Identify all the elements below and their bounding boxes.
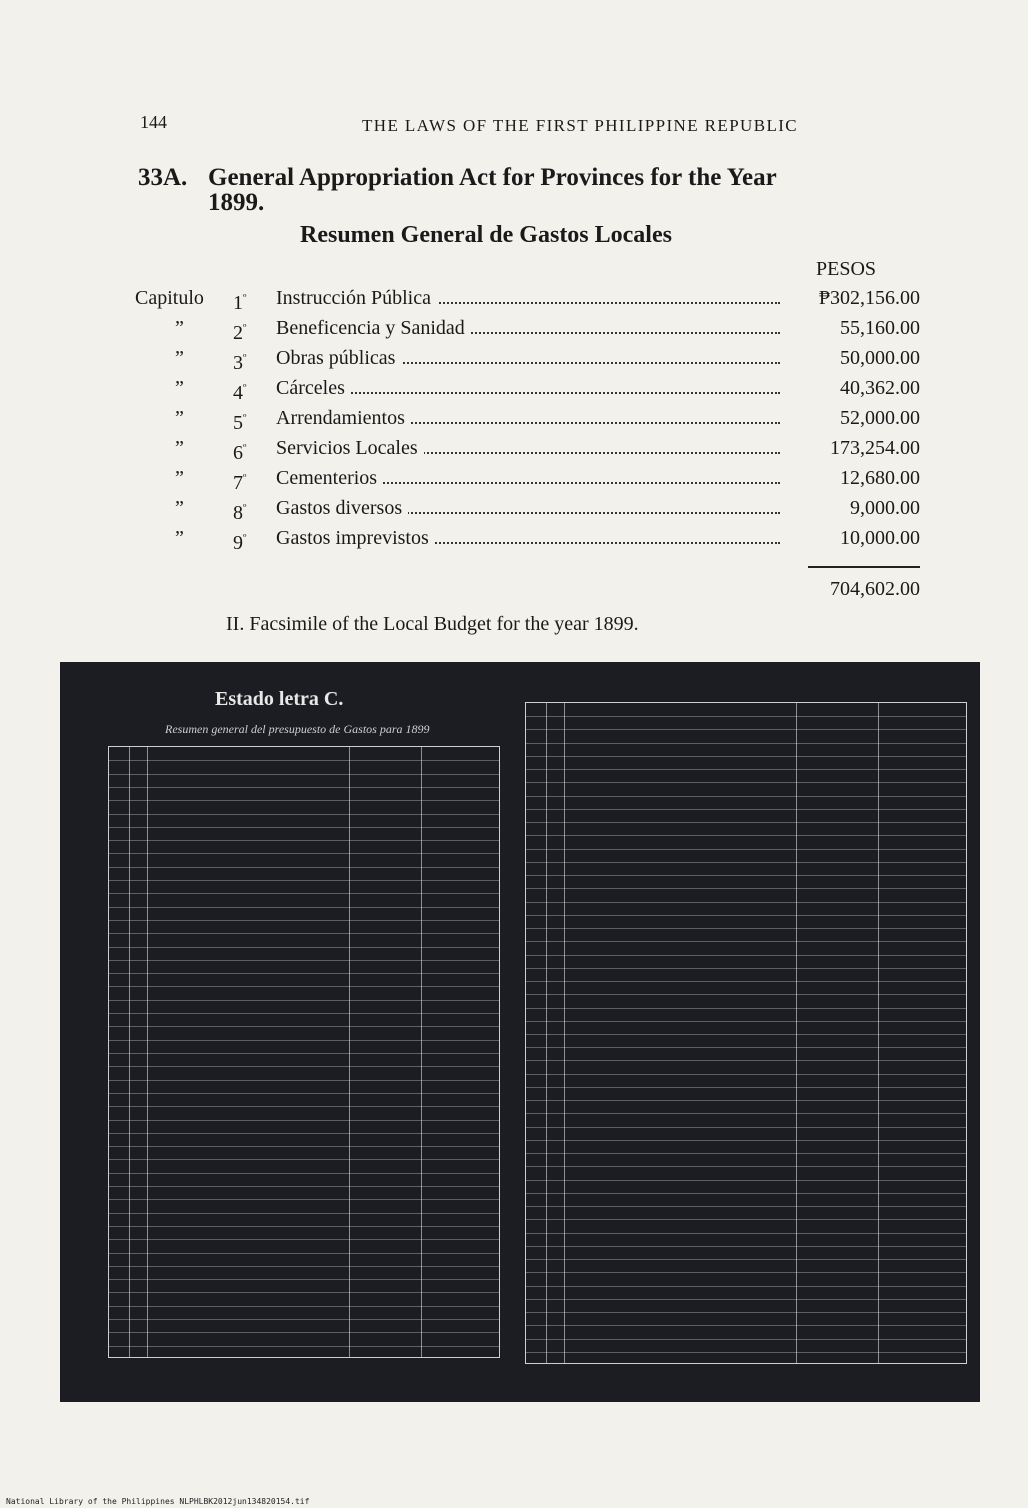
chapter-amount: 9,000.00 bbox=[850, 497, 920, 519]
ditto-mark: ” bbox=[175, 437, 184, 459]
ditto-mark: ” bbox=[175, 377, 184, 399]
ledger-rule bbox=[526, 1286, 966, 1287]
ledger-rule bbox=[109, 907, 499, 908]
chapter-amount: 10,000.00 bbox=[840, 527, 920, 549]
summary-title: Resumen General de Gastos Locales bbox=[300, 222, 672, 248]
ledger-rule bbox=[526, 782, 966, 783]
chapter-number: $3^º$ bbox=[233, 352, 247, 374]
ditto-mark: ” bbox=[175, 497, 184, 519]
ledger-rule bbox=[526, 1127, 966, 1128]
ledger-rule bbox=[109, 1133, 499, 1134]
chapter-amount: 12,680.00 bbox=[840, 467, 920, 489]
ledger-rule bbox=[526, 1166, 966, 1167]
total-rule bbox=[808, 566, 920, 568]
ledger-rule bbox=[109, 1199, 499, 1200]
ledger-rule bbox=[109, 880, 499, 881]
ledger-rule bbox=[109, 1292, 499, 1293]
ditto-mark: ” bbox=[175, 317, 184, 339]
ledger-column-rule bbox=[564, 703, 565, 1363]
ledger-rule bbox=[109, 1319, 499, 1320]
ledger-column-rule bbox=[129, 747, 130, 1357]
ledger-left bbox=[108, 746, 500, 1358]
ledger-rule bbox=[526, 849, 966, 850]
ledger-rule bbox=[109, 1213, 499, 1214]
facsimile-caption: II. Facsimile of the Local Budget for the year 1899. bbox=[226, 613, 639, 635]
ledger-rule bbox=[526, 1299, 966, 1300]
ledger-rule bbox=[109, 1159, 499, 1160]
ledger-rule bbox=[109, 986, 499, 987]
chapter-name: Arrendamientos bbox=[276, 403, 780, 433]
budget-row bbox=[135, 283, 920, 313]
ledger-rule bbox=[109, 1226, 499, 1227]
ledger-rule bbox=[526, 769, 966, 770]
ledger-rule bbox=[526, 1325, 966, 1326]
budget-row bbox=[135, 433, 920, 463]
ledger-rule bbox=[526, 1100, 966, 1101]
budget-row bbox=[135, 403, 920, 433]
ledger-rule bbox=[526, 915, 966, 916]
chapter-amount: 40,362.00 bbox=[840, 377, 920, 399]
running-head: THE LAWS OF THE FIRST PHILIPPINE REPUBLIC bbox=[362, 116, 799, 135]
ledger-rule bbox=[109, 1000, 499, 1001]
chapter-name: Instrucción Pública bbox=[276, 283, 780, 313]
chapter-number: $8^º$ bbox=[233, 502, 247, 524]
ledger-column-rule bbox=[349, 747, 350, 1357]
currency-header: PESOS bbox=[816, 258, 877, 280]
ledger-rule bbox=[109, 1279, 499, 1280]
ledger-rule bbox=[526, 955, 966, 956]
ledger-rule bbox=[526, 902, 966, 903]
ledger-rule bbox=[526, 729, 966, 730]
chapter-number: $4^º$ bbox=[233, 382, 247, 404]
ledger-rule bbox=[109, 760, 499, 761]
ledger-rule bbox=[526, 1193, 966, 1194]
act-year: 1899. bbox=[208, 189, 265, 216]
chapter-name: Servicios Locales bbox=[276, 433, 780, 463]
ledger-rule bbox=[526, 1153, 966, 1154]
ledger-rule bbox=[109, 1120, 499, 1121]
ledger-rule bbox=[109, 787, 499, 788]
ledger-rule bbox=[109, 774, 499, 775]
ledger-rule bbox=[526, 743, 966, 744]
budget-row bbox=[135, 343, 920, 373]
ledger-rule bbox=[526, 1113, 966, 1114]
ledger-rule bbox=[109, 1186, 499, 1187]
ledger-rule bbox=[526, 981, 966, 982]
chapter-name: Beneficencia y Sanidad bbox=[276, 313, 780, 343]
ledger-rule bbox=[526, 1008, 966, 1009]
page-number: 144 bbox=[140, 112, 167, 132]
ledger-rule bbox=[109, 1080, 499, 1081]
chapter-name: Gastos imprevistos bbox=[276, 523, 780, 553]
chapter-number: $1^º$ bbox=[233, 292, 247, 314]
budget-row bbox=[135, 463, 920, 493]
ledger-rule bbox=[109, 1053, 499, 1054]
ledger-rule bbox=[109, 1173, 499, 1174]
ledger-rule bbox=[109, 1093, 499, 1094]
ledger-rule bbox=[109, 840, 499, 841]
ledger-rule bbox=[109, 960, 499, 961]
ledger-column-rule bbox=[878, 703, 879, 1363]
ledger-rule bbox=[526, 1140, 966, 1141]
ledger-rule bbox=[526, 875, 966, 876]
budget-table bbox=[135, 283, 920, 553]
ledger-rule bbox=[109, 920, 499, 921]
ledger-rule bbox=[526, 1272, 966, 1273]
ledger-rule bbox=[526, 1087, 966, 1088]
scan-title: Estado letra C. bbox=[215, 688, 344, 710]
ledger-rule bbox=[526, 1180, 966, 1181]
footer-text: National Library of the Philippines NLPHLBK2012jun134820154.tif bbox=[6, 1497, 310, 1506]
ledger-rule bbox=[526, 1060, 966, 1061]
ledger-rule bbox=[109, 1013, 499, 1014]
chapter-amount: ₱302,156.00 bbox=[818, 287, 920, 309]
ledger-rule bbox=[526, 1047, 966, 1048]
chapter-number: $2^º$ bbox=[233, 322, 247, 344]
ledger-rule bbox=[526, 1246, 966, 1247]
budget-row bbox=[135, 523, 920, 553]
chapter-name: Cementerios bbox=[276, 463, 780, 493]
ledger-rule bbox=[109, 853, 499, 854]
ledger-rule bbox=[109, 1026, 499, 1027]
ledger-rule bbox=[526, 1233, 966, 1234]
ledger-rule bbox=[109, 1346, 499, 1347]
ledger-rule bbox=[526, 1206, 966, 1207]
chapter-number: $6^º$ bbox=[233, 442, 247, 464]
scan-subtitle: Resumen general del presupuesto de Gastos para 1899 bbox=[165, 722, 430, 736]
ditto-mark: ” bbox=[175, 347, 184, 369]
ledger-rule bbox=[526, 822, 966, 823]
ledger-rule bbox=[526, 888, 966, 889]
chapter-amount: 173,254.00 bbox=[830, 437, 920, 459]
ledger-rule bbox=[109, 1253, 499, 1254]
ledger-right bbox=[525, 702, 967, 1364]
budget-row bbox=[135, 493, 920, 523]
ledger-rule bbox=[109, 1332, 499, 1333]
chapter-name: Cárceles bbox=[276, 373, 780, 403]
chapter-name: Gastos diversos bbox=[276, 493, 780, 523]
ledger-rule bbox=[526, 994, 966, 995]
chapter-name: Obras públicas bbox=[276, 343, 780, 373]
ledger-rule bbox=[109, 1040, 499, 1041]
ledger-rule bbox=[109, 867, 499, 868]
ledger-rule bbox=[526, 1259, 966, 1260]
ledger-rule bbox=[109, 1106, 499, 1107]
ledger-rule bbox=[526, 756, 966, 757]
act-title-text: General Appropriation Act for Provinces for the Year bbox=[208, 164, 777, 191]
ledger-column-rule bbox=[421, 747, 422, 1357]
ledger-rule bbox=[109, 947, 499, 948]
ledger-rule bbox=[109, 1066, 499, 1067]
ledger-rule bbox=[526, 1339, 966, 1340]
chapter-number: $9^º$ bbox=[233, 532, 247, 554]
ledger-rule bbox=[526, 716, 966, 717]
ledger-rule bbox=[109, 814, 499, 815]
ledger-rule bbox=[526, 1219, 966, 1220]
chapter-amount: 50,000.00 bbox=[840, 347, 920, 369]
budget-row bbox=[135, 313, 920, 343]
ledger-column-rule bbox=[796, 703, 797, 1363]
act-title bbox=[138, 165, 928, 215]
ledger-rule bbox=[109, 1146, 499, 1147]
chapter-label: Capitulo bbox=[135, 287, 204, 309]
ledger-rule bbox=[109, 1266, 499, 1267]
ledger-rule bbox=[109, 973, 499, 974]
facsimile-scan-image bbox=[60, 662, 980, 1402]
ledger-column-rule bbox=[546, 703, 547, 1363]
ledger-rule bbox=[109, 827, 499, 828]
ledger-rule bbox=[109, 1239, 499, 1240]
chapter-number: $5^º$ bbox=[233, 412, 247, 434]
ledger-rule bbox=[526, 835, 966, 836]
ditto-mark: ” bbox=[175, 407, 184, 429]
chapter-amount: 55,160.00 bbox=[840, 317, 920, 339]
ledger-rule bbox=[109, 800, 499, 801]
ledger-rule bbox=[109, 1306, 499, 1307]
ledger-rule bbox=[526, 1021, 966, 1022]
total-amount: 704,602.00 bbox=[830, 578, 920, 600]
ledger-rule bbox=[526, 928, 966, 929]
chapter-amount: 52,000.00 bbox=[840, 407, 920, 429]
ledger-rule bbox=[526, 862, 966, 863]
ditto-mark: ” bbox=[175, 527, 184, 549]
ledger-rule bbox=[526, 809, 966, 810]
ledger-rule bbox=[526, 968, 966, 969]
ledger-rule bbox=[526, 1352, 966, 1353]
act-number: 33A. bbox=[138, 164, 188, 191]
ledger-column-rule bbox=[147, 747, 148, 1357]
ledger-rule bbox=[526, 1034, 966, 1035]
ledger-rule bbox=[526, 1074, 966, 1075]
ledger-rule bbox=[526, 941, 966, 942]
ledger-rule bbox=[526, 796, 966, 797]
ditto-mark: ” bbox=[175, 467, 184, 489]
ledger-rule bbox=[109, 893, 499, 894]
ledger-rule bbox=[109, 933, 499, 934]
chapter-number: $7^º$ bbox=[233, 472, 247, 494]
budget-row bbox=[135, 373, 920, 403]
ledger-rule bbox=[526, 1312, 966, 1313]
